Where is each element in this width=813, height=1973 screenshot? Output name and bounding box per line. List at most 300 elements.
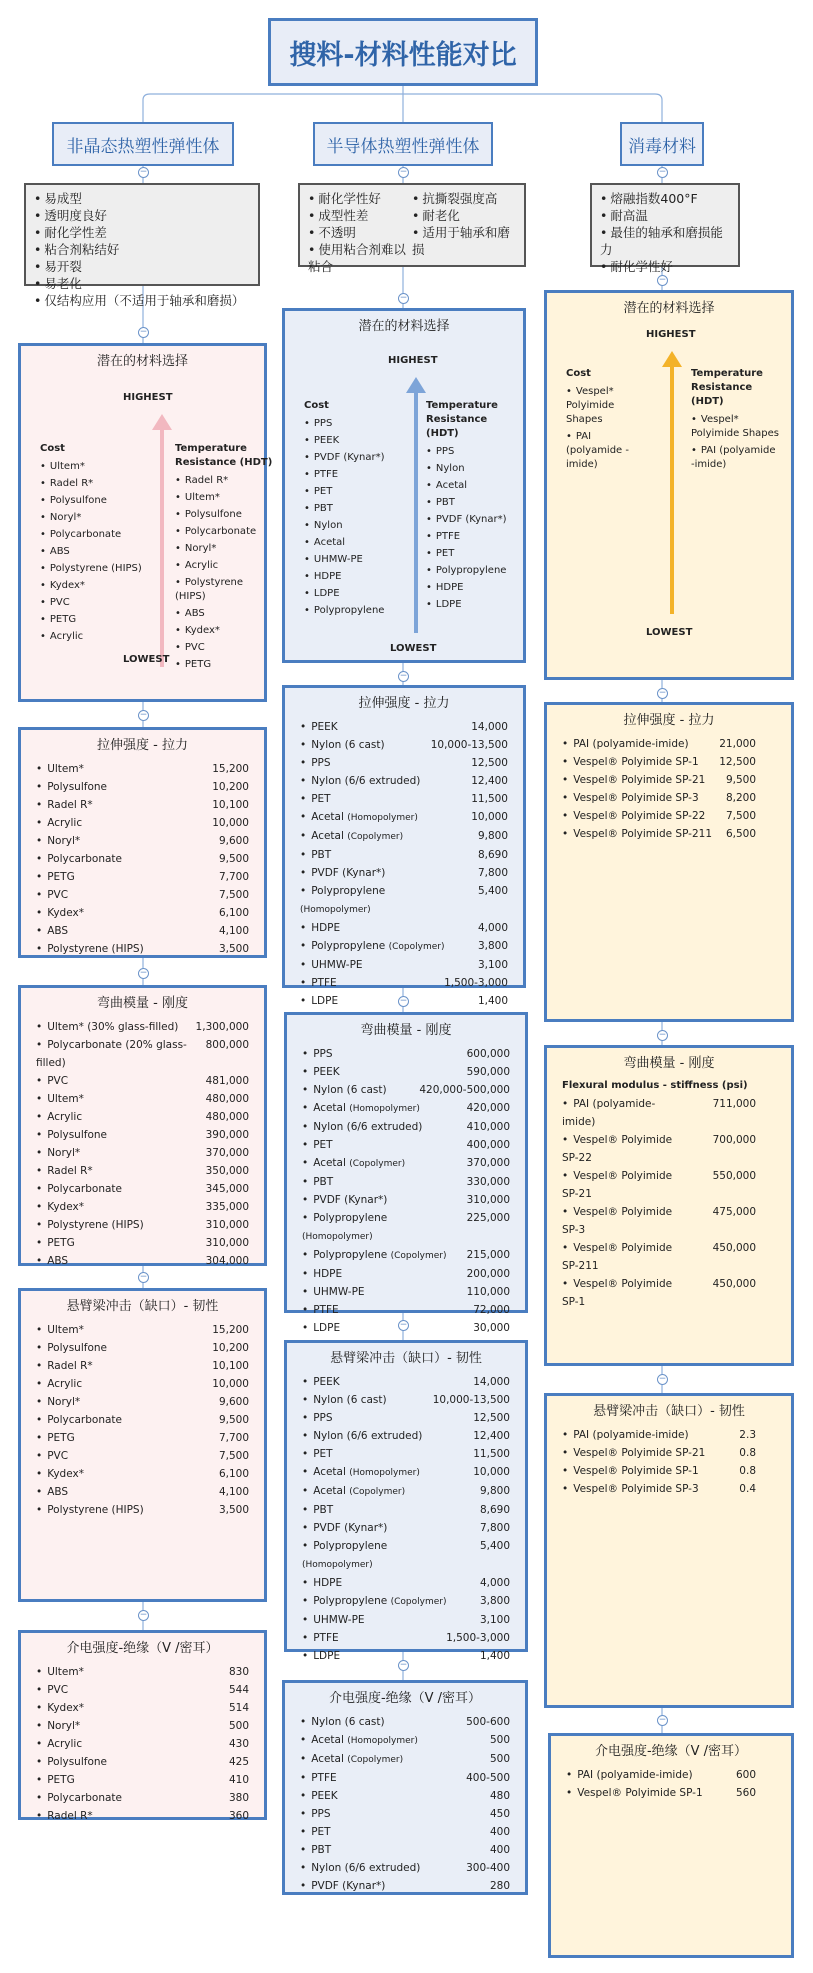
material-value: 10,000 bbox=[212, 817, 249, 829]
material-name: • Polypropylene (Homopolymer) bbox=[302, 1537, 450, 1574]
table-row bbox=[300, 864, 508, 882]
table-row bbox=[300, 1713, 510, 1731]
collapse-toggle[interactable]: − bbox=[139, 1272, 148, 1282]
cost-ranking bbox=[566, 367, 646, 475]
section-title: 悬臂梁冲击（缺口）- 韧性 bbox=[330, 1351, 482, 1366]
material-value: 330,000 bbox=[466, 1176, 510, 1188]
material-value: 12,500 bbox=[471, 757, 508, 769]
list-item: • PVC bbox=[175, 641, 275, 655]
material-value: 8,690 bbox=[477, 849, 508, 861]
temperature-ranking bbox=[426, 399, 521, 615]
collapse-toggle[interactable]: − bbox=[139, 710, 148, 720]
tensile-sterile bbox=[544, 702, 794, 1022]
material-name: • Vespel® Polyimide SP-3 bbox=[562, 789, 716, 807]
table-row bbox=[36, 1717, 249, 1735]
material-name: • PPS bbox=[302, 1045, 450, 1063]
material-value: 0.8 bbox=[739, 1447, 756, 1459]
material-value: 335,000 bbox=[205, 1201, 249, 1213]
material-value: 10,000 bbox=[212, 1378, 249, 1390]
table-row bbox=[300, 882, 508, 919]
table-row bbox=[300, 1750, 510, 1769]
material-value: 410 bbox=[228, 1774, 249, 1786]
table-row bbox=[36, 1681, 249, 1699]
table-row bbox=[300, 992, 508, 1010]
table-row bbox=[36, 1771, 249, 1789]
material-name: • UHMW-PE bbox=[302, 1611, 450, 1629]
section-title: 介电强度-绝缘（V /密耳） bbox=[66, 1641, 219, 1656]
material-value: 370,000 bbox=[205, 1147, 249, 1159]
list-item: • 最佳的轴承和磨损能力 bbox=[600, 224, 730, 258]
list-item: • 抗撕裂强度高 bbox=[412, 190, 516, 207]
material-name: • Polypropylene (Homopolymer) bbox=[302, 1209, 450, 1246]
material-value: 514 bbox=[228, 1702, 249, 1714]
material-value: 12,400 bbox=[471, 775, 508, 787]
table-row bbox=[302, 1391, 510, 1409]
material-name: • HDPE bbox=[302, 1265, 450, 1283]
list-item: • PETG bbox=[175, 658, 275, 672]
material-name: • Acrylic bbox=[36, 814, 189, 832]
material-value: 500 bbox=[489, 1734, 510, 1746]
table-row bbox=[36, 1753, 249, 1771]
table-row bbox=[36, 1126, 249, 1144]
material-name: • Noryl* bbox=[36, 1393, 189, 1411]
list-item: • 耐化学性差 bbox=[34, 224, 250, 241]
list-item: • 适用于轴承和磨损 bbox=[412, 224, 516, 258]
table-row bbox=[302, 1173, 510, 1191]
material-name: • Polypropylene (Homopolymer) bbox=[300, 882, 448, 919]
table-row bbox=[36, 1036, 249, 1072]
table-row bbox=[36, 1018, 249, 1036]
material-name: • Vespel® Polyimide SP-21 bbox=[562, 1167, 686, 1203]
material-value: 830 bbox=[228, 1666, 249, 1678]
material-value: 9,500 bbox=[725, 774, 756, 786]
material-name: • PET bbox=[302, 1445, 450, 1463]
collapse-toggle[interactable]: − bbox=[399, 996, 408, 1006]
material-value: 480,000 bbox=[205, 1111, 249, 1123]
table-row bbox=[36, 1357, 249, 1375]
material-value: 1,400 bbox=[479, 1650, 510, 1662]
list-item: • HDPE bbox=[426, 581, 521, 595]
flexural-subtitle: Flexural modulus - stiffness (psi) bbox=[562, 1080, 748, 1091]
material-value: 3,100 bbox=[477, 959, 508, 971]
material-value: 1,500-3,000 bbox=[444, 977, 508, 989]
material-name: • Nylon (6 cast) bbox=[302, 1391, 433, 1409]
material-name: • Nylon (6/6 extruded) bbox=[300, 772, 448, 790]
collapse-toggle[interactable]: − bbox=[139, 327, 148, 337]
material-value: 425 bbox=[228, 1756, 249, 1768]
material-name: • PVC bbox=[36, 1681, 189, 1699]
table-row bbox=[300, 790, 508, 808]
table-row bbox=[36, 1699, 249, 1717]
potential-inner bbox=[30, 372, 273, 680]
table-row bbox=[300, 956, 508, 974]
rank-arrow bbox=[150, 412, 174, 672]
material-value: 420,000-500,000 bbox=[419, 1084, 510, 1096]
material-value: 4,100 bbox=[218, 925, 249, 937]
impact-amorphous bbox=[18, 1288, 267, 1602]
material-value: 0.4 bbox=[739, 1483, 756, 1495]
list-item: • 易老化 bbox=[34, 275, 250, 292]
category-sterile[interactable]: 消毒材料 bbox=[620, 122, 704, 166]
table-row bbox=[36, 1090, 249, 1108]
section-title: 弯曲模量 - 刚度 bbox=[97, 996, 188, 1011]
table-row bbox=[562, 1095, 776, 1131]
table-row bbox=[300, 1731, 510, 1750]
material-value: 225,000 bbox=[466, 1212, 510, 1224]
material-name: • PTFE bbox=[302, 1301, 450, 1319]
material-value: 500 bbox=[228, 1720, 249, 1732]
value-list bbox=[294, 1709, 516, 1899]
material-value: 4,000 bbox=[479, 1577, 510, 1589]
material-value: 400 bbox=[489, 1844, 510, 1856]
material-value: 1,300,000 bbox=[195, 1021, 249, 1033]
material-name: • PVC bbox=[36, 886, 189, 904]
material-value: 350,000 bbox=[205, 1165, 249, 1177]
material-name: • Noryl* bbox=[36, 832, 189, 850]
list-item: • ABS bbox=[40, 545, 150, 559]
material-value: 590,000 bbox=[466, 1066, 510, 1078]
material-name: • PEEK bbox=[302, 1373, 450, 1391]
list-item: • PET bbox=[426, 547, 521, 561]
material-value: 5,400 bbox=[477, 885, 508, 897]
value-list bbox=[556, 1422, 782, 1502]
collapse-toggle[interactable]: − bbox=[399, 167, 408, 177]
list-item: • Polysulfone bbox=[175, 508, 275, 522]
table-row bbox=[302, 1574, 510, 1592]
collapse-toggle[interactable]: − bbox=[399, 1660, 408, 1670]
section-title: 潜在的材料选择 bbox=[623, 301, 715, 316]
table-row bbox=[36, 940, 249, 958]
material-name: • Radel R* bbox=[36, 1357, 189, 1375]
table-row bbox=[36, 778, 249, 796]
table-row bbox=[36, 796, 249, 814]
table-row bbox=[36, 1198, 249, 1216]
material-name: • Vespel® Polyimide SP-211 bbox=[562, 825, 716, 843]
material-value: 450,000 bbox=[712, 1278, 756, 1290]
material-value: 450,000 bbox=[712, 1242, 756, 1254]
material-value: 345,000 bbox=[205, 1183, 249, 1195]
material-value: 310,000 bbox=[466, 1194, 510, 1206]
material-value: 110,000 bbox=[466, 1286, 510, 1298]
table-row bbox=[36, 1411, 249, 1429]
material-value: 3,500 bbox=[218, 1504, 249, 1516]
list-item: • PPS bbox=[304, 417, 404, 431]
section-title: 弯曲模量 - 刚度 bbox=[360, 1023, 452, 1038]
collapse-toggle[interactable]: − bbox=[399, 293, 408, 303]
section-title: 弯曲模量 - 刚度 bbox=[623, 1056, 715, 1071]
list-item: • PAI (polyamide -imide) bbox=[691, 444, 781, 472]
dielectric-sterile bbox=[548, 1733, 794, 1958]
table-row bbox=[562, 1480, 776, 1498]
collapse-toggle[interactable]: − bbox=[139, 1610, 148, 1620]
material-value: 10,200 bbox=[212, 781, 249, 793]
table-row bbox=[566, 1784, 776, 1802]
features-amorphous bbox=[24, 183, 260, 308]
material-name: • Polypropylene (Copolymer) bbox=[300, 937, 448, 956]
material-name: • LDPE bbox=[302, 1647, 450, 1665]
list-item: • 耐老化 bbox=[412, 207, 516, 224]
list-item: • Vespel* Polyimide Shapes bbox=[691, 413, 781, 441]
collapse-toggle[interactable]: − bbox=[658, 688, 667, 698]
material-value: 400-500 bbox=[466, 1772, 510, 1784]
category-amorphous[interactable]: 非晶态热塑性弹性体 bbox=[52, 122, 234, 166]
material-value: 3,100 bbox=[479, 1614, 510, 1626]
material-value: 500 bbox=[489, 1753, 510, 1765]
table-row bbox=[36, 1735, 249, 1753]
material-name: • PVDF (Kynar*) bbox=[302, 1519, 450, 1537]
material-value: 0.8 bbox=[739, 1465, 756, 1477]
material-name: • Nylon (6 cast) bbox=[300, 1713, 450, 1731]
material-name: • PETG bbox=[36, 868, 189, 886]
material-value: 7,700 bbox=[218, 871, 249, 883]
table-row bbox=[300, 937, 508, 956]
material-name: • Polypropylene (Copolymer) bbox=[302, 1246, 450, 1265]
dielectric-semicrystalline bbox=[282, 1680, 528, 1895]
list-item: • Acrylic bbox=[40, 630, 150, 644]
material-value: 480 bbox=[489, 1790, 510, 1802]
table-row bbox=[562, 1275, 776, 1311]
collapse-toggle[interactable]: − bbox=[399, 1320, 408, 1330]
material-value: 7,700 bbox=[218, 1432, 249, 1444]
table-row bbox=[302, 1409, 510, 1427]
table-row bbox=[302, 1118, 510, 1136]
section-title: 潜在的材料选择 bbox=[358, 319, 450, 334]
table-row bbox=[562, 1462, 776, 1480]
section-title: 介电强度-绝缘（V /密耳） bbox=[328, 1691, 482, 1706]
list-item: • PETG bbox=[40, 613, 150, 627]
table-row bbox=[36, 1162, 249, 1180]
table-row bbox=[36, 1180, 249, 1198]
list-item: • PEEK bbox=[304, 434, 404, 448]
table-row bbox=[302, 1629, 510, 1647]
table-row bbox=[300, 1787, 510, 1805]
list-item: • PBT bbox=[426, 496, 521, 510]
table-row bbox=[302, 1063, 510, 1081]
material-name: • ABS bbox=[36, 1483, 189, 1501]
table-row bbox=[562, 1167, 776, 1203]
highest-label: HIGHEST bbox=[123, 392, 173, 403]
collapse-toggle[interactable]: − bbox=[658, 1715, 667, 1725]
table-row bbox=[36, 1789, 249, 1807]
table-row bbox=[300, 846, 508, 864]
list-item: • Polysulfone bbox=[40, 494, 150, 508]
table-row bbox=[302, 1301, 510, 1319]
list-item: • PVDF (Kynar*) bbox=[304, 451, 404, 465]
material-name: • PET bbox=[302, 1136, 450, 1154]
table-row bbox=[36, 1393, 249, 1411]
table-row bbox=[302, 1136, 510, 1154]
material-name: • PEEK bbox=[300, 718, 448, 736]
list-item: • PET bbox=[304, 485, 404, 499]
collapse-toggle[interactable]: − bbox=[658, 167, 667, 177]
material-value: 7,800 bbox=[477, 867, 508, 879]
list-item: • Polycarbonate bbox=[40, 528, 150, 542]
material-name: • Acrylic bbox=[36, 1375, 189, 1393]
material-value: 7,800 bbox=[479, 1522, 510, 1534]
material-name: • Kydex* bbox=[36, 1198, 189, 1216]
value-list bbox=[296, 1369, 516, 1669]
material-value: 420,000 bbox=[466, 1102, 510, 1114]
material-name: • Vespel® Polyimide SP-3 bbox=[562, 1203, 686, 1239]
material-value: 370,000 bbox=[466, 1157, 510, 1169]
table-row bbox=[36, 1144, 249, 1162]
material-name: • PBT bbox=[300, 846, 448, 864]
material-value: 12,500 bbox=[719, 756, 756, 768]
table-row bbox=[302, 1045, 510, 1063]
material-value: 310,000 bbox=[205, 1237, 249, 1249]
material-name: • PEEK bbox=[300, 1787, 450, 1805]
table-row bbox=[36, 886, 249, 904]
table-row bbox=[36, 814, 249, 832]
list-item: • PAI (polyamide -imide) bbox=[566, 430, 646, 472]
list-item: • Nylon bbox=[304, 519, 404, 533]
collapse-toggle[interactable]: − bbox=[139, 968, 148, 978]
material-name: • Vespel® Polyimide SP-22 bbox=[562, 807, 716, 825]
list-item: • 耐高温 bbox=[600, 207, 730, 224]
material-value: 6,500 bbox=[725, 828, 756, 840]
material-value: 10,000 bbox=[473, 1466, 510, 1478]
table-row bbox=[36, 1663, 249, 1681]
material-value: 380 bbox=[228, 1792, 249, 1804]
table-row bbox=[302, 1501, 510, 1519]
table-row bbox=[302, 1537, 510, 1574]
material-value: 10,200 bbox=[212, 1342, 249, 1354]
list-item: • ABS bbox=[175, 607, 275, 621]
material-name: • ABS bbox=[36, 922, 189, 940]
table-row bbox=[36, 1501, 249, 1519]
table-row bbox=[302, 1209, 510, 1246]
list-item: • 易开裂 bbox=[34, 258, 250, 275]
list-item: • 不透明 bbox=[308, 224, 412, 241]
material-name: • Polysulfone bbox=[36, 778, 189, 796]
material-value: 304,000 bbox=[205, 1255, 249, 1267]
material-name: • Polystyrene (HIPS) bbox=[36, 1501, 189, 1519]
table-row bbox=[300, 1769, 510, 1787]
potential-inner bbox=[556, 319, 782, 667]
list-item: • Polypropylene bbox=[426, 564, 521, 578]
material-name: • Ultem* bbox=[36, 1321, 189, 1339]
list-item: • Vespel* Polyimide Shapes bbox=[566, 385, 646, 427]
collapse-toggle[interactable]: − bbox=[658, 1030, 667, 1040]
table-row bbox=[562, 1426, 776, 1444]
list-item: • PBT bbox=[304, 502, 404, 516]
list-item: • PTFE bbox=[304, 468, 404, 482]
table-row bbox=[300, 827, 508, 846]
value-list bbox=[556, 731, 782, 847]
material-name: • PTFE bbox=[300, 974, 444, 992]
material-value: 3,800 bbox=[479, 1595, 510, 1607]
flexural-sterile bbox=[544, 1045, 794, 1366]
table-row bbox=[36, 1339, 249, 1357]
section-title: 拉伸强度 - 拉力 bbox=[358, 696, 450, 711]
material-value: 1,500-3,000 bbox=[446, 1632, 510, 1644]
list-item: • UHMW-PE bbox=[304, 553, 404, 567]
material-name: • PET bbox=[300, 790, 448, 808]
material-value: 8,690 bbox=[479, 1504, 510, 1516]
table-row bbox=[300, 974, 508, 992]
table-row bbox=[562, 735, 776, 753]
material-name: • Radel R* bbox=[36, 1807, 189, 1825]
material-value: 480,000 bbox=[205, 1093, 249, 1105]
material-name: • Polycarbonate (20% glass-filled) bbox=[36, 1036, 189, 1072]
material-name: • PVDF (Kynar*) bbox=[302, 1191, 450, 1209]
material-value: 400,000 bbox=[466, 1139, 510, 1151]
material-name: • PTFE bbox=[302, 1629, 446, 1647]
value-list bbox=[30, 756, 255, 962]
table-row bbox=[36, 760, 249, 778]
lowest-label: LOWEST bbox=[123, 654, 170, 665]
material-name: • PBT bbox=[302, 1173, 450, 1191]
material-value: 9,800 bbox=[479, 1485, 510, 1497]
rank-arrow bbox=[404, 375, 428, 637]
material-name: • Ultem* bbox=[36, 760, 189, 778]
material-name: • Polycarbonate bbox=[36, 1789, 189, 1807]
table-row bbox=[300, 1877, 510, 1895]
material-name: • Acetal (Homopolymer) bbox=[300, 1731, 450, 1750]
material-value: 5,400 bbox=[479, 1540, 510, 1552]
material-name: • UHMW-PE bbox=[302, 1283, 450, 1301]
table-row bbox=[302, 1463, 510, 1482]
table-row bbox=[562, 807, 776, 825]
material-name: • Vespel® Polyimide SP-211 bbox=[562, 1239, 686, 1275]
table-row bbox=[302, 1191, 510, 1209]
material-value: 390,000 bbox=[205, 1129, 249, 1141]
category-semicrystalline[interactable]: 半导体热塑性弹性体 bbox=[313, 122, 493, 166]
impact-sterile bbox=[544, 1393, 794, 1708]
material-name: • ABS bbox=[36, 1252, 189, 1270]
value-list bbox=[30, 1317, 255, 1523]
section-title: 悬臂梁冲击（缺口）- 韧性 bbox=[66, 1299, 219, 1314]
table-row bbox=[302, 1319, 510, 1337]
table-row bbox=[302, 1265, 510, 1283]
list-item: • PVC bbox=[40, 596, 150, 610]
table-row bbox=[302, 1519, 510, 1537]
collapse-toggle[interactable]: − bbox=[658, 1374, 667, 1384]
material-value: 21,000 bbox=[719, 738, 756, 750]
material-value: 9,500 bbox=[218, 1414, 249, 1426]
material-name: • Nylon (6/6 extruded) bbox=[302, 1118, 450, 1136]
list-item: • 粘合剂粘结好 bbox=[34, 241, 250, 258]
list-item: • Ultem* bbox=[175, 491, 275, 505]
material-name: • PPS bbox=[300, 754, 448, 772]
material-value: 215,000 bbox=[466, 1249, 510, 1261]
list-item: • Nylon bbox=[426, 462, 521, 476]
collapse-toggle[interactable]: − bbox=[139, 167, 148, 177]
table-row bbox=[302, 1427, 510, 1445]
material-value: 3,500 bbox=[218, 943, 249, 955]
list-item: • 易成型 bbox=[34, 190, 250, 207]
value-list bbox=[296, 1041, 516, 1341]
section-title: 介电强度-绝缘（V /密耳） bbox=[594, 1744, 748, 1759]
material-name: • UHMW-PE bbox=[300, 956, 448, 974]
list-item: • HDPE bbox=[304, 570, 404, 584]
table-row bbox=[562, 1239, 776, 1275]
collapse-toggle[interactable]: − bbox=[399, 671, 408, 681]
material-value: 8,200 bbox=[725, 792, 756, 804]
value-list bbox=[30, 1014, 255, 1274]
table-row bbox=[302, 1482, 510, 1501]
material-name: • Acetal (Homopolymer) bbox=[302, 1099, 450, 1118]
collapse-toggle[interactable]: − bbox=[658, 275, 667, 285]
material-name: • Noryl* bbox=[36, 1144, 189, 1162]
material-value: 7,500 bbox=[218, 889, 249, 901]
list-item: • Ultem* bbox=[40, 460, 150, 474]
material-name: • PVC bbox=[36, 1447, 189, 1465]
material-value: 700,000 bbox=[712, 1134, 756, 1146]
material-value: 475,000 bbox=[712, 1206, 756, 1218]
table-row bbox=[302, 1099, 510, 1118]
list-item: • 透明度良好 bbox=[34, 207, 250, 224]
